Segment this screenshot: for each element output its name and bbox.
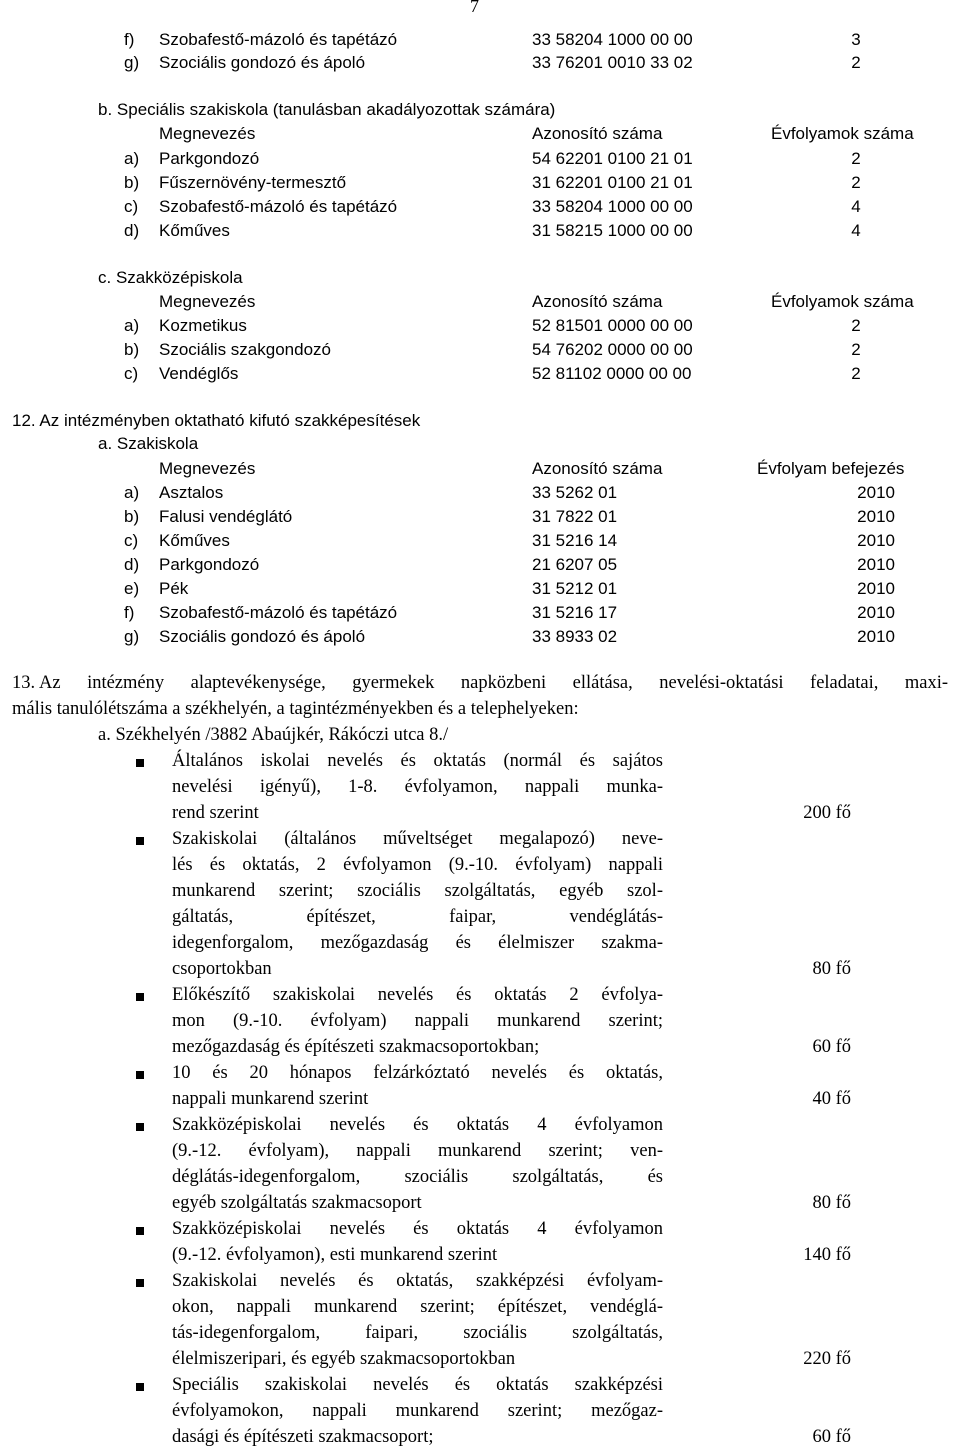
row-year: 2010 xyxy=(857,627,895,646)
section-13-intro-line2: mális tanulólétszáma a székhelyén, a tagintézményekben és a telephelyeken: xyxy=(12,699,579,719)
row-count: 2 xyxy=(851,53,861,72)
list-item-line: Szakiskolai (általános műveltséget megalapozó) neve- xyxy=(172,829,663,849)
row-count: 4 xyxy=(851,197,861,216)
column-header-code: Azonosító száma xyxy=(532,292,663,311)
table-row xyxy=(0,483,960,507)
row-code: 52 81102 0000 00 00 xyxy=(532,364,692,383)
section-12-heading xyxy=(0,411,960,435)
row-code: 52 81501 0000 00 00 xyxy=(532,316,693,335)
row-label: e) xyxy=(124,579,140,598)
row-count: 2 xyxy=(851,316,861,335)
page-number: 7 xyxy=(470,0,479,16)
row-label: d) xyxy=(124,555,140,574)
list-item-line: rend szerint xyxy=(172,803,259,823)
column-header-count: Évfolyamok száma xyxy=(771,292,914,311)
list-item-line: déglátás-idegenforgalom, szociális szolgáltatás, és xyxy=(172,1167,663,1187)
row-name: Szociális gondozó és ápoló xyxy=(159,627,366,646)
bullet-icon xyxy=(136,1279,144,1287)
column-header-name: Megnevezés xyxy=(159,124,256,143)
row-code: 21 6207 05 xyxy=(532,555,618,574)
row-name: Szobafestő-mázoló és tapétázó xyxy=(159,603,398,622)
table-row xyxy=(0,53,960,77)
list-item-line: tás-idegenforgalom, faipari, szociális szolgáltatás, xyxy=(172,1323,663,1343)
section-13-intro-line1: Az intézmény alaptevékenysége, gyermekek napközbeni ellátása, nevelési-oktatási feladatai, maxi- xyxy=(39,673,948,693)
row-count: 4 xyxy=(851,221,861,240)
list-item-line: egyéb szolgáltatás szakmacsoport xyxy=(172,1193,422,1213)
row-name: Szobafestő-mázoló és tapétázó xyxy=(159,197,398,216)
row-year: 2010 xyxy=(857,579,895,598)
list-item-line: évfolyamokon, nappali munkarend szerint; mezőgaz- xyxy=(172,1401,663,1421)
row-year: 2010 xyxy=(857,507,895,526)
table-row xyxy=(0,30,960,54)
row-year: 2010 xyxy=(857,603,895,622)
list-item-line: dasági és építészeti szakmacsoport; xyxy=(172,1427,434,1447)
column-header-name: Megnevezés xyxy=(159,459,256,478)
row-label: c) xyxy=(124,364,139,383)
table-row xyxy=(0,340,960,364)
row-code: 31 62201 0100 21 01 xyxy=(532,173,693,192)
list-item-amount: 200 fő xyxy=(803,803,851,823)
row-year: 2010 xyxy=(857,555,895,574)
row-code: 31 5212 01 xyxy=(532,579,618,598)
row-label: a) xyxy=(124,316,140,335)
table-row xyxy=(0,531,960,555)
list-item-line: 10 és 20 hónapos felzárkóztató nevelés és oktatás, xyxy=(172,1063,663,1083)
table-row xyxy=(0,603,960,627)
list-item-line: Előkészítő szakiskolai nevelés és oktatás 2 évfolya- xyxy=(172,985,663,1005)
table-row xyxy=(0,507,960,531)
row-label: a) xyxy=(124,149,140,168)
table-header xyxy=(0,124,960,148)
table-row xyxy=(0,173,960,197)
row-code: 54 62201 0100 21 01 xyxy=(532,149,693,168)
table-header xyxy=(0,459,960,483)
bullet-icon xyxy=(136,993,144,1001)
row-label: b) xyxy=(124,340,140,359)
row-code: 33 5262 01 xyxy=(532,483,618,502)
row-label: g) xyxy=(124,627,140,646)
section-12-sub xyxy=(0,434,960,458)
row-name: Pék xyxy=(159,579,189,598)
row-code: 33 8933 02 xyxy=(532,627,618,646)
row-count: 2 xyxy=(851,340,861,359)
row-code: 31 7822 01 xyxy=(532,507,618,526)
row-code: 33 58204 1000 00 00 xyxy=(532,30,693,49)
table-row xyxy=(0,197,960,221)
list-item-line: élelmiszeripari, és egyéb szakmacsoportokban xyxy=(172,1349,516,1369)
column-header-name: Megnevezés xyxy=(159,292,256,311)
bullet-icon xyxy=(136,1123,144,1131)
list-item-amount: 80 fő xyxy=(812,959,851,979)
section-12-sub-text: a. Szakiskola xyxy=(98,434,199,453)
list-item-amount: 60 fő xyxy=(812,1427,851,1447)
bullet-icon xyxy=(136,1227,144,1235)
row-name: Kőműves xyxy=(159,531,230,550)
list-item-line: Általános iskolai nevelés és oktatás (normál és sajátos xyxy=(172,751,663,771)
bullet-icon xyxy=(136,759,144,767)
list-item-line: nevelési igényű), 1-8. évfolyamon, nappali munka- xyxy=(172,777,663,797)
row-year: 2010 xyxy=(857,483,895,502)
row-code: 31 5216 17 xyxy=(532,603,618,622)
list-item-line: idegenforgalom, mezőgazdaság és élelmiszer szakma- xyxy=(172,933,663,953)
list-item-line: (9.-12. évfolyamon), esti munkarend szerint xyxy=(172,1245,498,1265)
list-item-line: Szakiskolai nevelés és oktatás, szakképzési évfolyam- xyxy=(172,1271,663,1291)
list-item-line: csoportokban xyxy=(172,959,272,979)
bullet-icon xyxy=(136,1071,144,1079)
row-count: 2 xyxy=(851,364,861,383)
list-item-amount: 220 fő xyxy=(803,1349,851,1369)
row-label: f) xyxy=(124,603,135,622)
column-header-count: Évfolyam befejezés xyxy=(757,459,905,478)
list-item-line: Szakközépiskolai nevelés és oktatás 4 évfolyamon xyxy=(172,1115,663,1135)
list-item-line: gáltatás, építészet, faipar, vendéglátás- xyxy=(172,907,663,927)
bullet-icon xyxy=(136,1383,144,1391)
row-code: 33 76201 0010 33 02 xyxy=(532,53,693,72)
row-label: c) xyxy=(124,531,139,550)
section-b-heading-text: b. Speciális szakiskola (tanulásban akadályozottak számára) xyxy=(98,100,556,119)
column-header-code: Azonosító száma xyxy=(532,459,663,478)
list-item-amount: 80 fő xyxy=(812,1193,851,1213)
table-row xyxy=(0,221,960,245)
list-item-amount: 60 fő xyxy=(812,1037,851,1057)
row-code: 54 76202 0000 00 00 xyxy=(532,340,693,359)
row-name: Kozmetikus xyxy=(159,316,247,335)
row-name: Szobafestő-mázoló és tapétázó xyxy=(159,30,398,49)
row-code: 31 5216 14 xyxy=(532,531,618,550)
row-code: 33 58204 1000 00 00 xyxy=(532,197,693,216)
section-c-heading-text: c. Szakközépiskola xyxy=(98,268,243,287)
row-label: f) xyxy=(124,30,135,49)
bullet-icon xyxy=(136,837,144,845)
section-13-sub: a. Székhelyén /3882 Abaújkér, Rákóczi utca 8./ xyxy=(98,725,449,745)
table-row xyxy=(0,627,960,651)
row-name: Vendéglős xyxy=(159,364,239,383)
list-item-line: munkarend szerint; szociális szolgáltatás, egyéb szol- xyxy=(172,881,663,901)
row-label: c) xyxy=(124,197,139,216)
row-label: d) xyxy=(124,221,140,240)
row-name: Szociális szakgondozó xyxy=(159,340,331,359)
table-row xyxy=(0,579,960,603)
section-c-heading xyxy=(0,268,960,292)
section-12-heading-text: 12. Az intézményben oktatható kifutó szakképesítések xyxy=(12,411,421,430)
row-label: g) xyxy=(124,53,140,72)
row-year: 2010 xyxy=(857,531,895,550)
row-name: Parkgondozó xyxy=(159,555,260,574)
column-header-code: Azonosító száma xyxy=(532,124,663,143)
list-item-line: mon (9.-10. évfolyam) nappali munkarend szerint; xyxy=(172,1011,663,1031)
section-b-heading xyxy=(0,100,960,124)
row-name: Kőműves xyxy=(159,221,230,240)
list-item-line: lés és oktatás, 2 évfolyamon (9.-10. évfolyam) nappali xyxy=(172,855,663,875)
list-item-amount: 40 fő xyxy=(812,1089,851,1109)
row-name: Falusi vendéglátó xyxy=(159,507,293,526)
row-name: Szociális gondozó és ápoló xyxy=(159,53,366,72)
row-count: 2 xyxy=(851,173,861,192)
row-count: 3 xyxy=(851,30,861,49)
row-code: 31 58215 1000 00 00 xyxy=(532,221,693,240)
row-name: Fűszernövény-termesztő xyxy=(159,173,347,192)
list-item-line: Speciális szakiskolai nevelés és oktatás szakképzési xyxy=(172,1375,663,1395)
list-item-line: okon, nappali munkarend szerint; építészet, vendéglá- xyxy=(172,1297,663,1317)
table-row xyxy=(0,364,960,388)
list-item-amount: 140 fő xyxy=(803,1245,851,1265)
table-header xyxy=(0,292,960,316)
table-row xyxy=(0,316,960,340)
list-item-line: Szakközépiskolai nevelés és oktatás 4 évfolyamon xyxy=(172,1219,663,1239)
table-row xyxy=(0,555,960,579)
row-label: b) xyxy=(124,507,140,526)
row-name: Parkgondozó xyxy=(159,149,260,168)
list-item-line: (9.-12. évfolyam), nappali munkarend szerint; ven- xyxy=(172,1141,663,1161)
section-13-number: 13. xyxy=(12,673,36,693)
column-header-count: Évfolyamok száma xyxy=(771,124,914,143)
table-row xyxy=(0,149,960,173)
list-item-line: nappali munkarend szerint xyxy=(172,1089,369,1109)
row-label: a) xyxy=(124,483,140,502)
row-count: 2 xyxy=(851,149,861,168)
row-name: Asztalos xyxy=(159,483,224,502)
list-item-line: mezőgazdaság és építészeti szakmacsoportokban; xyxy=(172,1037,540,1057)
row-label: b) xyxy=(124,173,140,192)
